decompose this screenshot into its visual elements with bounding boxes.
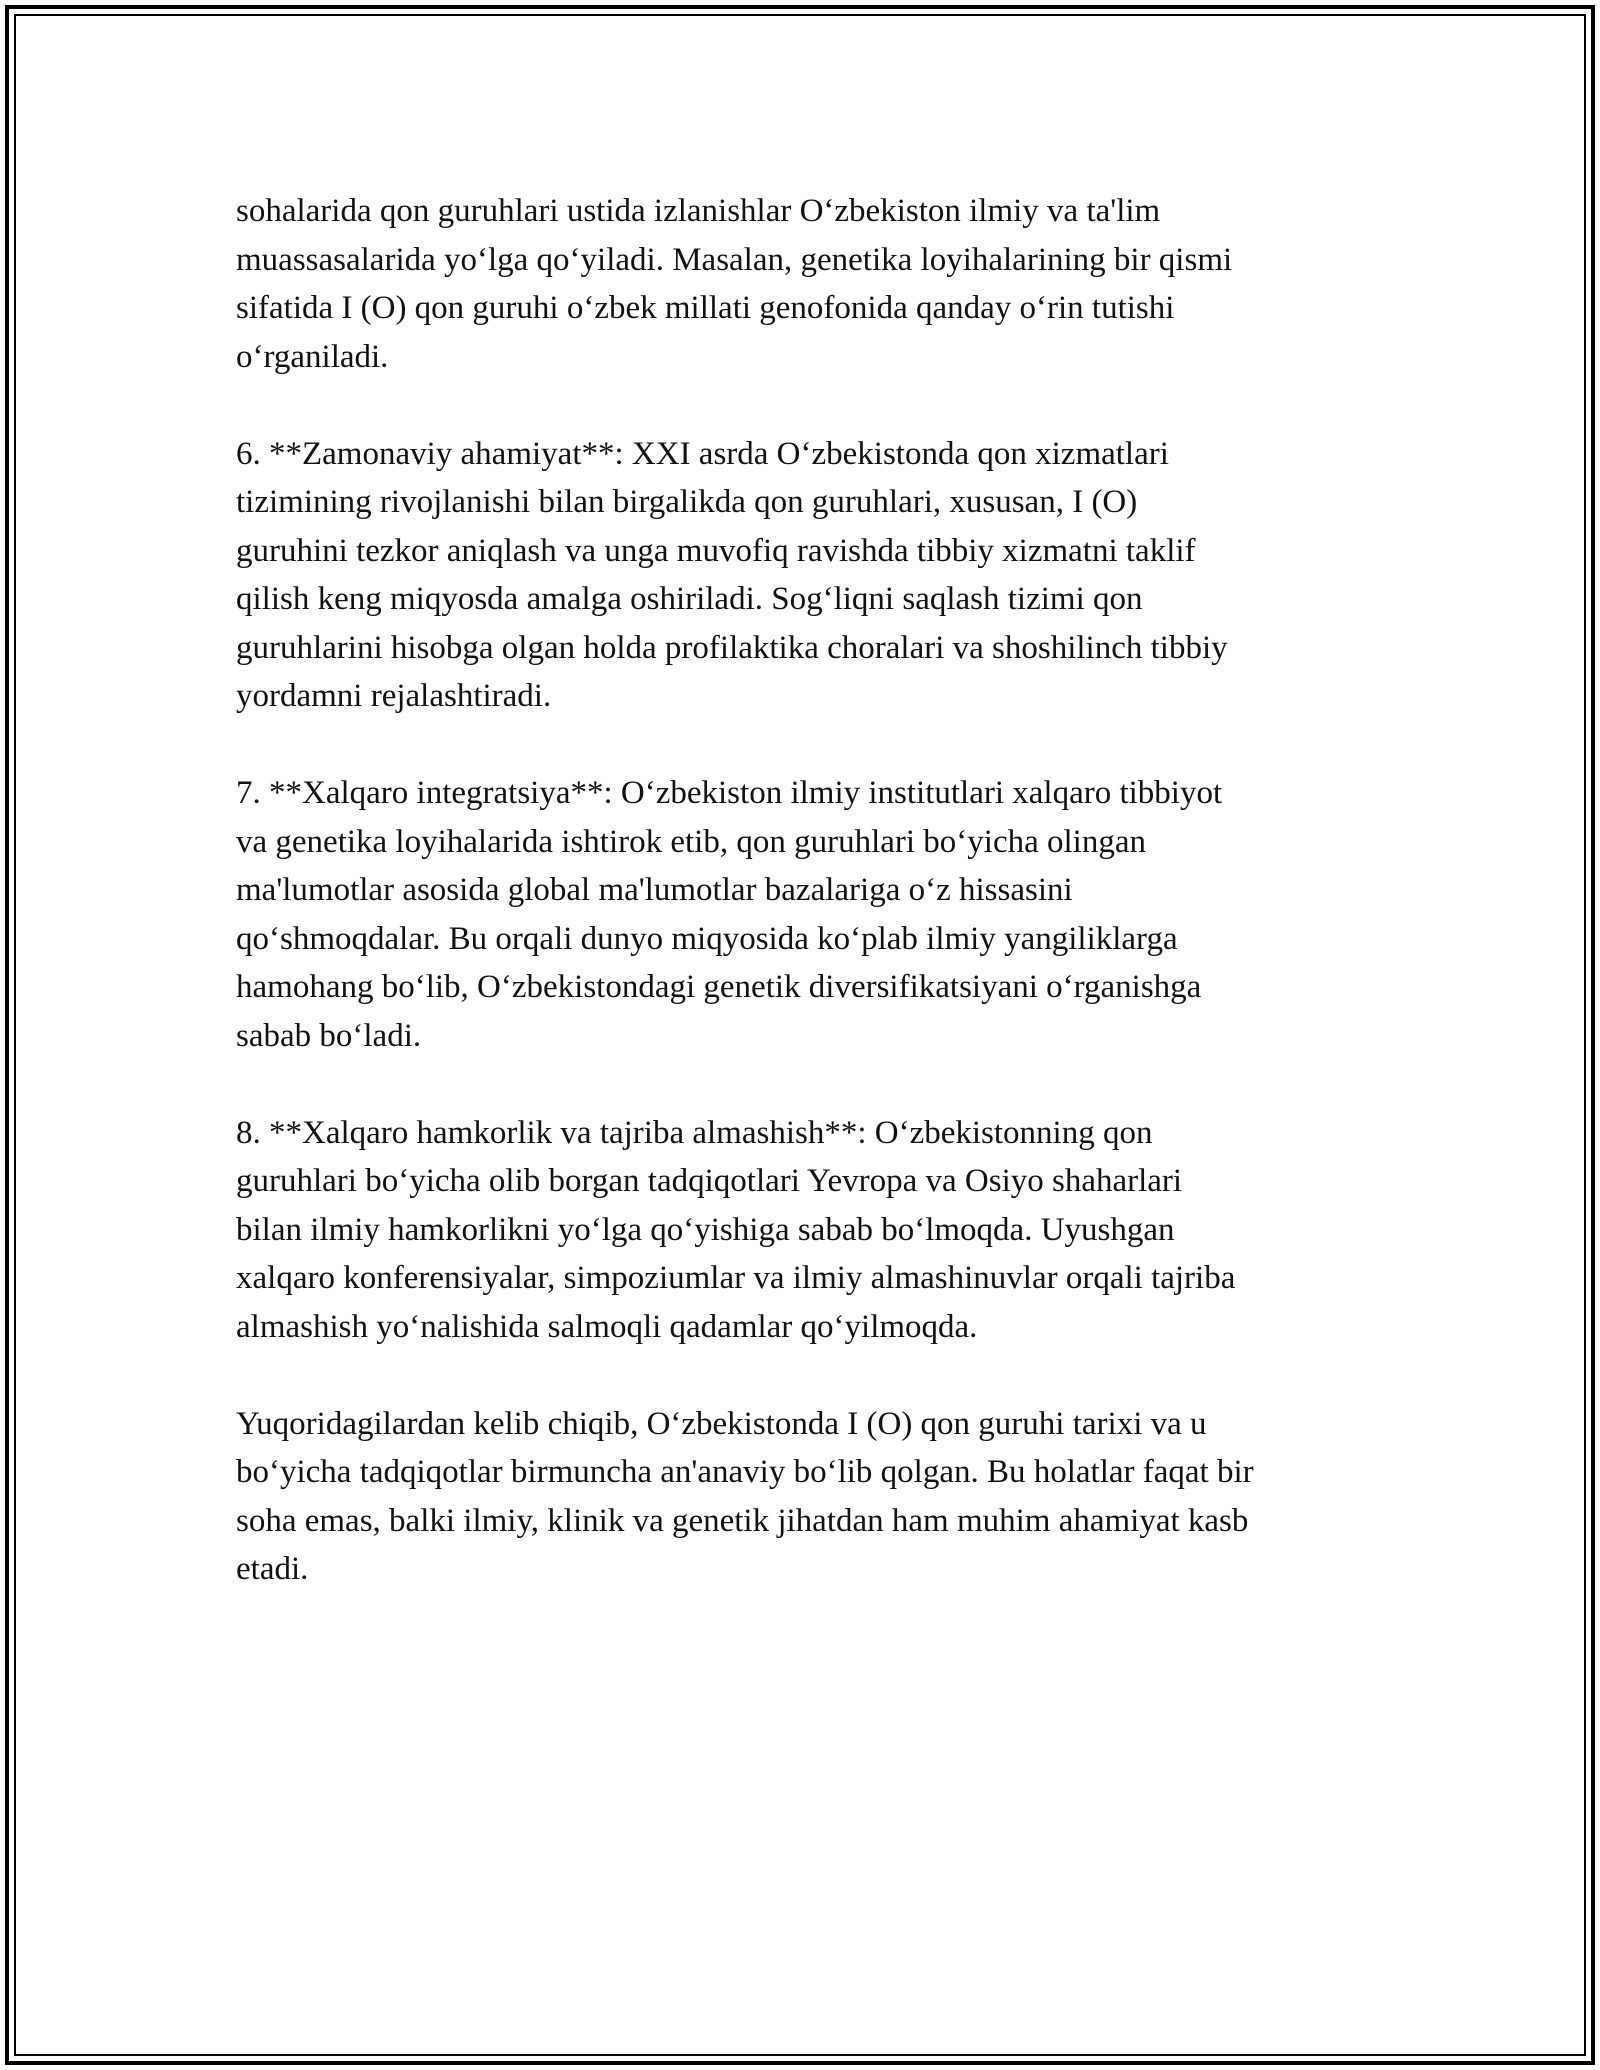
text-line: Yuqoridagilardan kelib chiqib, O‘zbekistonda I (O) qon guruhi tarixi va u: [236, 1405, 1207, 1442]
text-line: tizimining rivojlanishi bilan birgalikda qon guruhlari, xususan, I (O): [236, 484, 1138, 520]
text-line: qilish keng miqyosda amalga oshiriladi. Sog‘liqni saqlash tizimi qon: [236, 581, 1143, 617]
text-line: hamohang bo‘lib, O‘zbekistondagi genetik diversifikatsiyani o‘rganishga: [236, 969, 1202, 1005]
text-line: bo‘yicha tadqiqotlar birmuncha an'anaviy bo‘lib qolgan. Bu holatlar faqat bir: [236, 1454, 1254, 1490]
text-line: va genetika loyihalarida ishtirok etib, qon guruhlari bo‘yicha olingan: [236, 823, 1146, 860]
text-line: muassasalarida yo‘lga qo‘yiladi. Masalan, genetika loyihalarining bir qismi: [236, 241, 1233, 278]
text-line: o‘rganiladi.: [236, 338, 389, 375]
text-line: sifatida I (O) qon guruhi o‘zbek millati genofonida qanday o‘rin tutishi: [236, 290, 1175, 326]
document-body: [236, 187, 1376, 1594]
text-line: qo‘shmoqdalar. Bu orqali dunyo miqyosida ko‘plab ilmiy yangiliklarga: [236, 920, 1178, 957]
paragraph-item-6: [236, 430, 1376, 721]
paragraph-item-8: [236, 1109, 1376, 1352]
text-line: etadi.: [236, 1551, 309, 1587]
text-line: yordamni rejalashtiradi.: [236, 678, 552, 714]
text-line: sabab bo‘ladi.: [236, 1017, 422, 1054]
text-line: guruhlari bo‘yicha olib borgan tadqiqotlari Yevropa va Osiyo shaharlari: [236, 1163, 1183, 1199]
text-line: almashish yo‘nalishida salmoqli qadamlar qo‘yilmoqda.: [236, 1308, 978, 1345]
text-line: soha emas, balki ilmiy, klinik va genetik jihatdan ham muhim ahamiyat kasb: [236, 1502, 1249, 1539]
text-line: 8. **Xalqaro hamkorlik va tajriba almashish**: O‘zbekistonning qon: [236, 1114, 1153, 1151]
text-line: guruhlarini hisobga olgan holda profilaktika choralari va shoshilinch tibbiy: [236, 629, 1228, 666]
text-line: xalqaro konferensiyalar, simpoziumlar va ilmiy almashinuvlar orqali tajriba: [236, 1260, 1236, 1296]
text-line: guruhini tezkor aniqlash va unga muvofiq ravishda tibbiy xizmatni taklif: [236, 532, 1196, 569]
paragraph-conclusion: [236, 1400, 1376, 1594]
text-line: 7. **Xalqaro integratsiya**: O‘zbekiston ilmiy institutlari xalqaro tibbiyot: [236, 775, 1223, 811]
paragraph-continuation: [236, 187, 1376, 381]
text-line: bilan ilmiy hamkorlikni yo‘lga qo‘yishiga sabab bo‘lmoqda. Uyushgan: [236, 1211, 1175, 1248]
text-line: sohalarida qon guruhlari ustida izlanishlar O‘zbekiston ilmiy va ta'lim: [236, 193, 1161, 229]
text-line: 6. **Zamonaviy ahamiyat**: XXI asrda O‘zbekistonda qon xizmatlari: [236, 435, 1169, 472]
text-line: ma'lumotlar asosida global ma'lumotlar bazalariga o‘z hissasini: [236, 872, 1073, 908]
paragraph-item-7: [236, 769, 1376, 1060]
